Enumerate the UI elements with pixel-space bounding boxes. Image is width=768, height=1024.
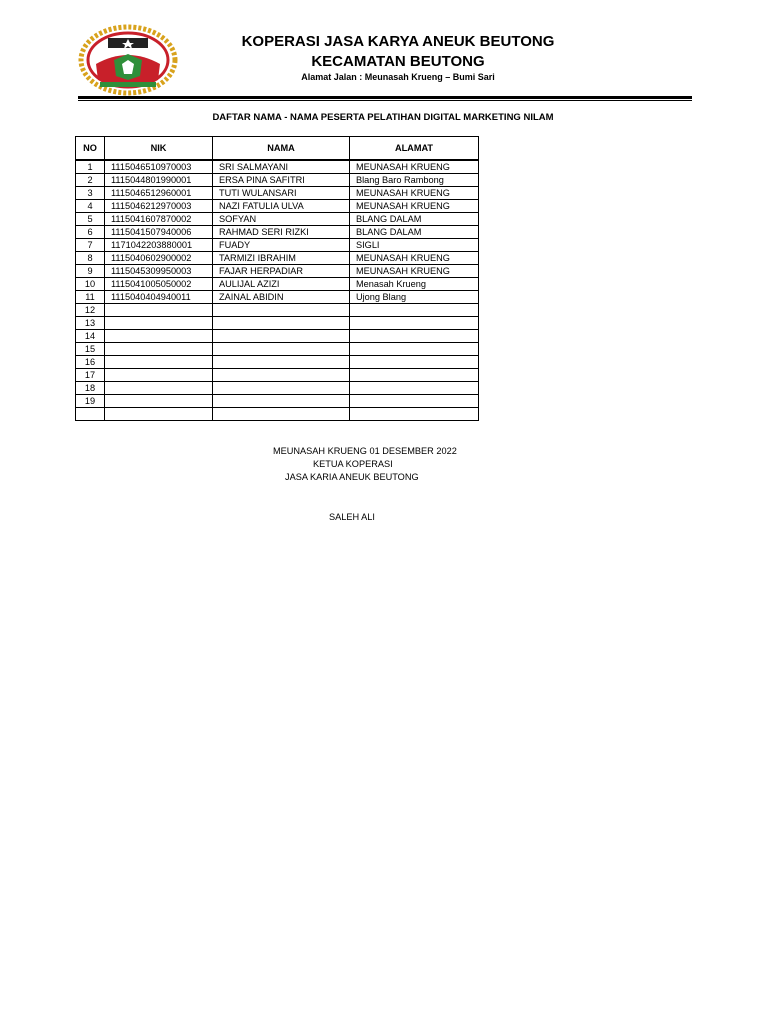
cell-alamat [350,356,479,369]
cell-no: 9 [76,265,105,278]
cell-alamat: MEUNASAH KRUENG [350,265,479,278]
cell-alamat [350,395,479,408]
cell-no: 4 [76,200,105,213]
cell-no [76,408,105,421]
header-divider [78,96,692,99]
cell-nama: ZAINAL ABIDIN [213,291,350,304]
cell-no: 11 [76,291,105,304]
table-row [76,291,479,304]
cell-nik: 1171042203880001 [105,239,213,252]
cell-no: 18 [76,382,105,395]
table-row [76,304,479,317]
cell-nik: 1115040602900002 [105,252,213,265]
table-row [76,369,479,382]
table-row [76,226,479,239]
cell-no: 19 [76,395,105,408]
participant-table [75,136,479,421]
cell-nik: 1115041005050002 [105,278,213,291]
table-row [76,343,479,356]
cell-alamat: MEUNASAH KRUENG [350,200,479,213]
cell-alamat [350,317,479,330]
cell-alamat [350,330,479,343]
table-header-row [76,137,479,161]
cell-nama [213,317,350,330]
cell-nik [105,395,213,408]
cell-alamat [350,343,479,356]
cell-nik [105,304,213,317]
cell-nama [213,369,350,382]
cell-no: 15 [76,343,105,356]
cell-no: 8 [76,252,105,265]
cell-nik: 1115040404940011 [105,291,213,304]
cell-alamat [350,369,479,382]
district-name: KECAMATAN BEUTONG [311,53,485,70]
table-row [76,187,479,200]
cell-nik [105,382,213,395]
cell-nik [105,369,213,382]
table-row [76,356,479,369]
table-row [76,252,479,265]
cooperative-logo [78,24,178,96]
cell-alamat: MEUNASAH KRUENG [350,252,479,265]
signature-name: SALEH ALI [329,512,375,522]
cell-nik: 1115041507940006 [105,226,213,239]
cell-nama [213,356,350,369]
cell-alamat: MEUNASAH KRUENG [350,187,479,200]
cell-nik: 1115046212970003 [105,200,213,213]
cell-nama: RAHMAD SERI RIZKI [213,226,350,239]
list-title: DAFTAR NAMA - NAMA PESERTA PELATIHAN DIGITAL MARKETING NILAM [212,112,554,123]
cell-no: 12 [76,304,105,317]
cell-nik: 1115041607870002 [105,213,213,226]
table-row [76,174,479,187]
cell-no: 2 [76,174,105,187]
cell-nik: 1115044801990001 [105,174,213,187]
cell-nama [213,343,350,356]
signature-organization: JASA KARIA ANEUK BEUTONG [285,472,419,482]
organization-name: KOPERASI JASA KARYA ANEUK BEUTONG [241,33,555,50]
cell-nik [105,356,213,369]
cell-alamat: Ujong Blang [350,291,479,304]
cell-nama: FUADY [213,239,350,252]
cell-nik: 1115046512960001 [105,187,213,200]
cell-no: 7 [76,239,105,252]
cell-nik [105,408,213,421]
cell-no: 1 [76,160,105,174]
table-row [76,408,479,421]
cell-nama: ERSA PINA SAFITRI [213,174,350,187]
cell-no: 14 [76,330,105,343]
cell-alamat [350,408,479,421]
cell-nama: SOFYAN [213,213,350,226]
table-row [76,382,479,395]
cell-no: 16 [76,356,105,369]
cell-no: 13 [76,317,105,330]
column-header-no: NO [76,137,105,161]
cell-nama: NAZI FATULIA ULVA [213,200,350,213]
column-header-nik: NIK [105,137,213,161]
cell-nama [213,382,350,395]
cell-alamat [350,304,479,317]
cooperative-emblem-icon [78,24,178,96]
cell-nama: FAJAR HERPADIAR [213,265,350,278]
cell-alamat: Menasah Krueng [350,278,479,291]
table-row [76,395,479,408]
table-row [76,200,479,213]
cell-nik [105,317,213,330]
table-row [76,317,479,330]
cell-nama: SRI SALMAYANI [213,160,350,174]
cell-alamat: SIGLI [350,239,479,252]
cell-nik [105,330,213,343]
table-row [76,239,479,252]
cell-no: 3 [76,187,105,200]
cell-no: 5 [76,213,105,226]
cell-nama: TUTI WULANSARI [213,187,350,200]
table-row [76,278,479,291]
cell-no: 17 [76,369,105,382]
organization-address: Alamat Jalan : Meunasah Krueng – Bumi Sari [301,72,495,82]
column-header-alamat: ALAMAT [350,137,479,161]
table-row [76,160,479,174]
cell-nik [105,343,213,356]
table-row [76,330,479,343]
table-row [76,265,479,278]
cell-no: 6 [76,226,105,239]
cell-alamat: Blang Baro Rambong [350,174,479,187]
cell-alamat: BLANG DALAM [350,226,479,239]
cell-nama [213,304,350,317]
header-divider-thin [78,100,692,101]
cell-no: 10 [76,278,105,291]
cell-nama [213,330,350,343]
table-row [76,213,479,226]
cell-nik: 1115046510970003 [105,160,213,174]
cell-nik: 1115045309950003 [105,265,213,278]
cell-alamat: BLANG DALAM [350,213,479,226]
signature-role: KETUA KOPERASI [313,459,393,469]
column-header-nama: NAMA [213,137,350,161]
cell-alamat: MEUNASAH KRUENG [350,160,479,174]
cell-alamat [350,382,479,395]
cell-nama: AULIJAL AZIZI [213,278,350,291]
cell-nama: TARMIZI IBRAHIM [213,252,350,265]
cell-nama [213,395,350,408]
signature-place-date: MEUNASAH KRUENG 01 DESEMBER 2022 [273,446,457,456]
cell-nama [213,408,350,421]
